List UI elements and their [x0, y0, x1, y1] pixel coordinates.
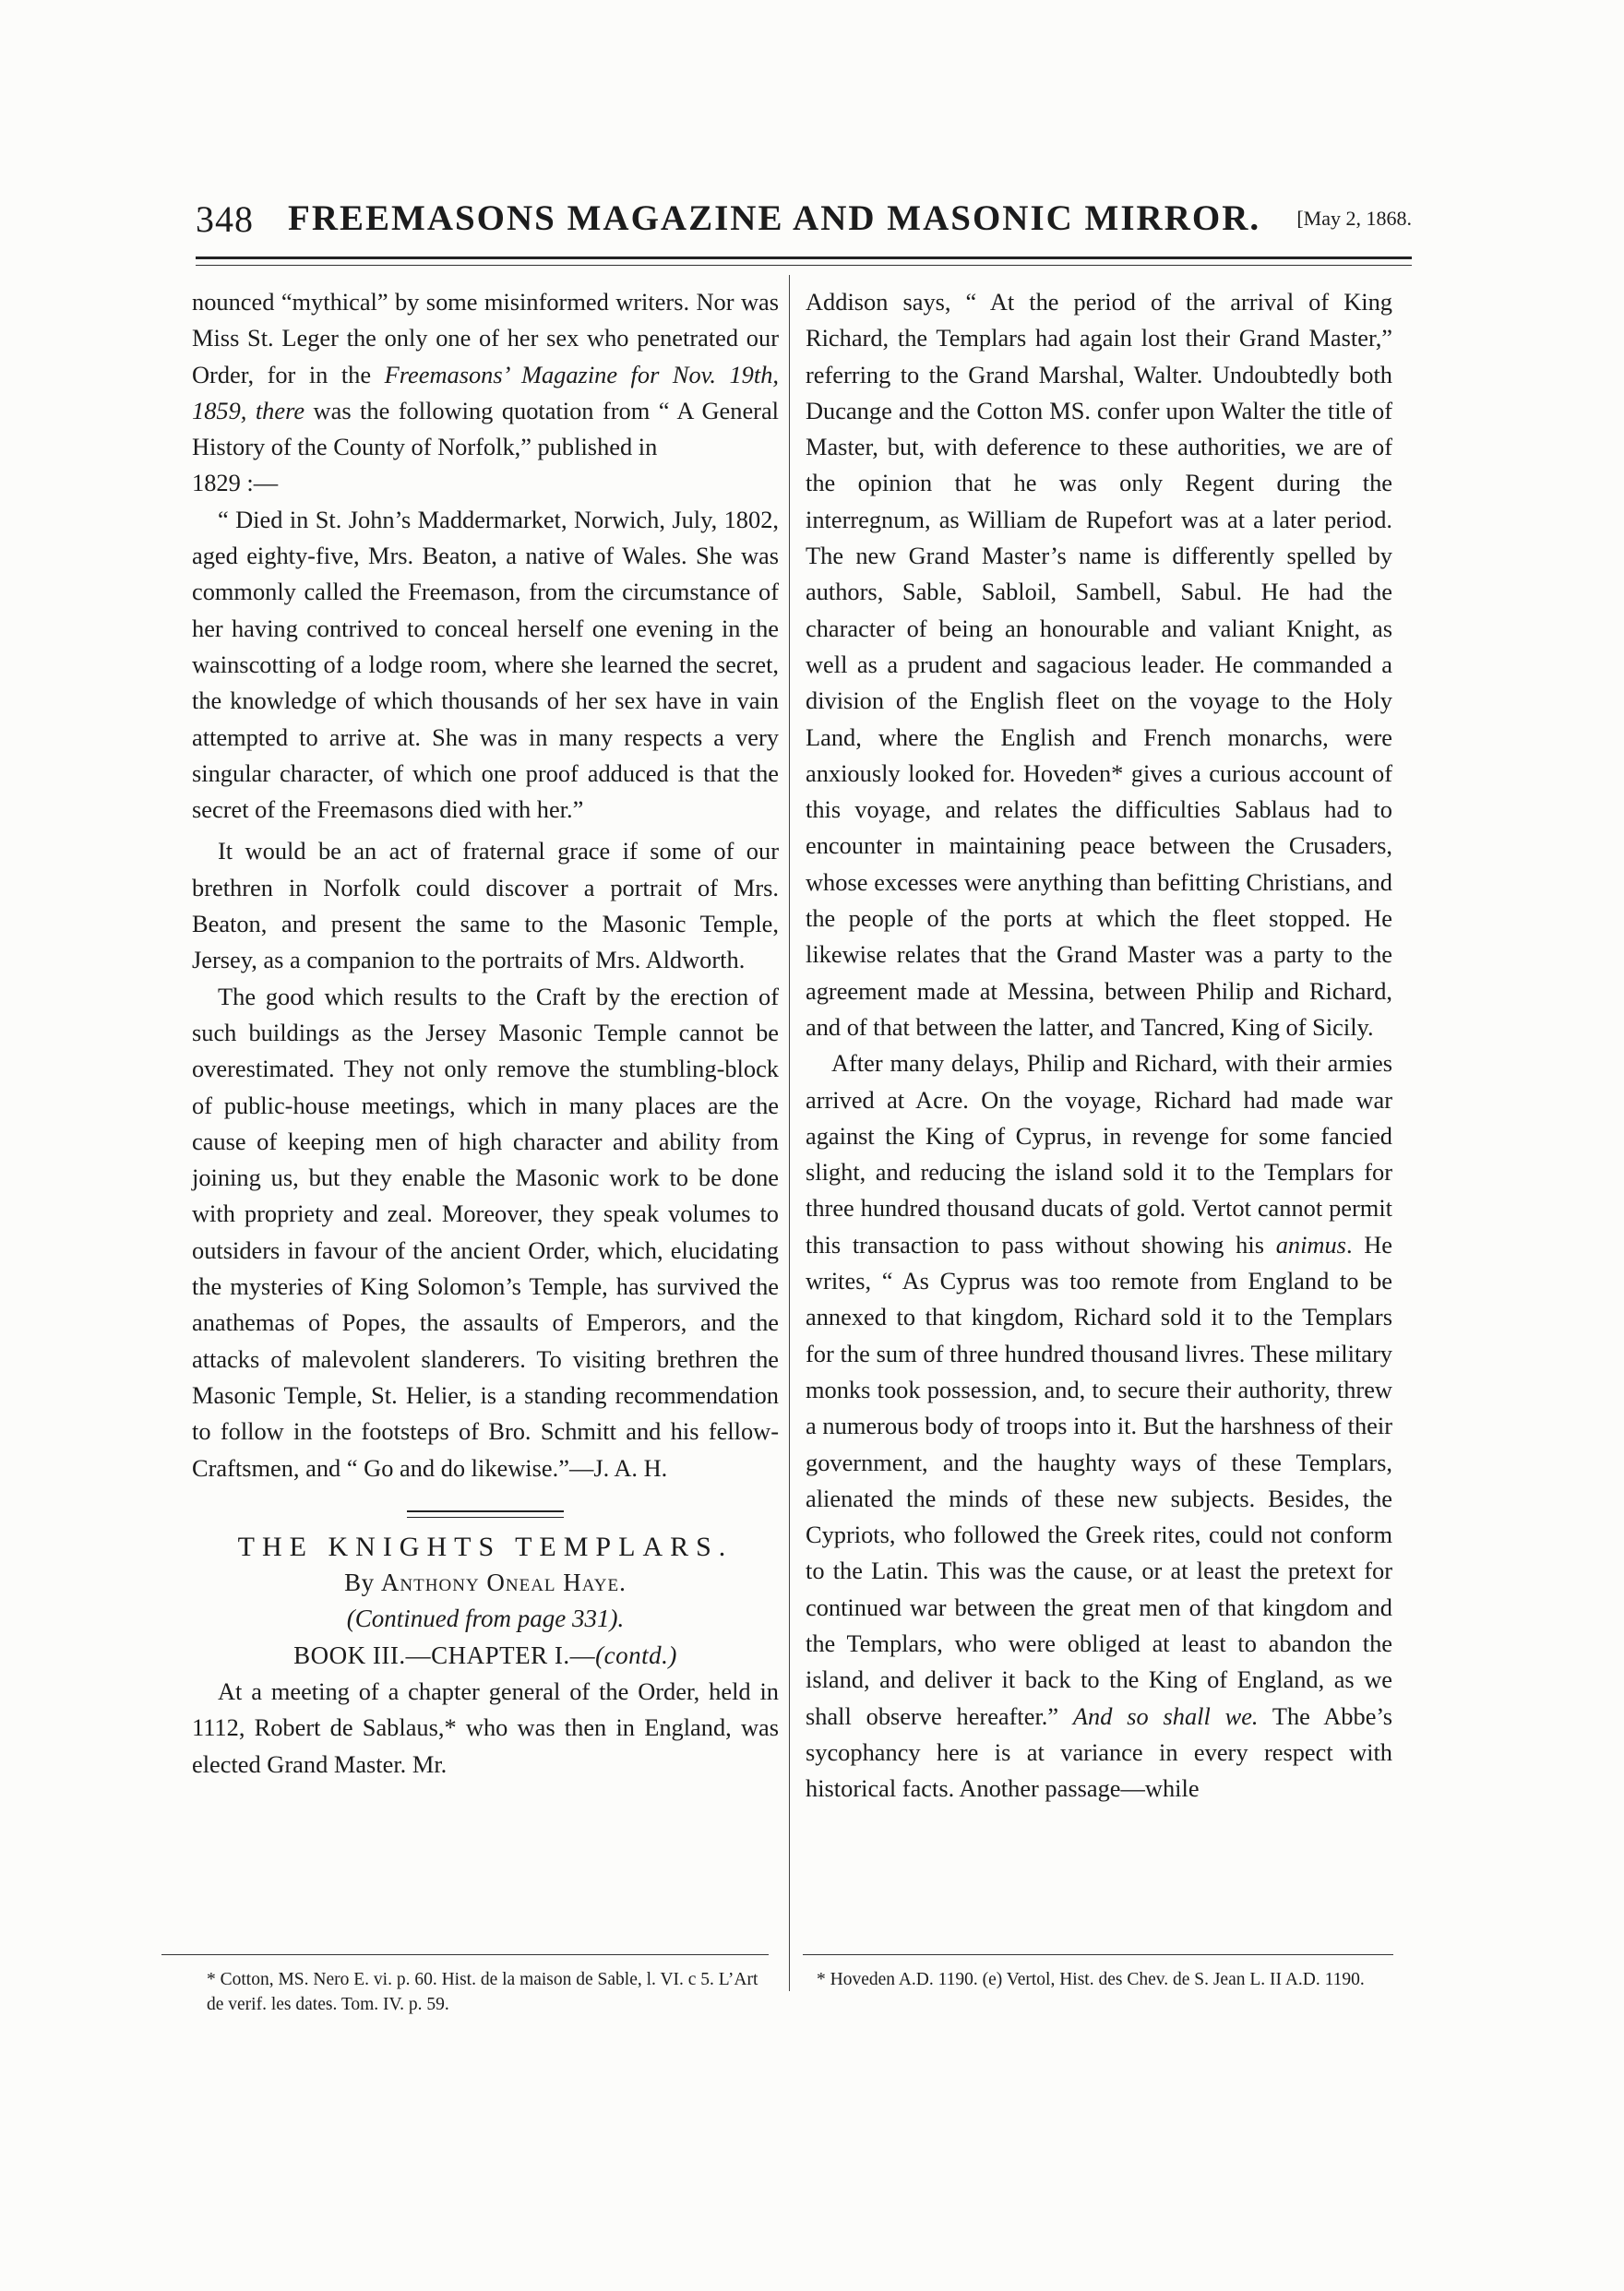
- opening-line: was the following quotation from “ A General: [313, 396, 779, 424]
- opening-line: her sex who penetrated our Order, for in the: [192, 324, 779, 388]
- continued-note: (Continued from page 331).: [346, 1605, 625, 1633]
- chapter-title: BOOK III.—CHAPTER I.—: [293, 1641, 596, 1669]
- section-title: THE KNIGHTS TEMPLARS.: [237, 1531, 734, 1562]
- byline-by: By: [344, 1569, 375, 1597]
- byline: [192, 1565, 779, 1601]
- paragraph-addison: Addison says, “ At the period of the arrival of King Richard, the Templars had again lost their Grand Master,” referring to the Grand Marshal, Walter. Undoubtedly both Ducange and the Cotton MS. confer upon Walter the title of Master, but, with deference to these authorities, we are of the opinion that he was only Regent during the interregnum, as William de Rupefort was at a later period. The new Grand Master’s name is differently spelled by authors, Sable, Sabloil, Sambell, Sabul. He had the character of being an honourable and valiant Knight, as well as a prudent and sagacious leader. He commanded a division of the English fleet on the voyage to the Holy Land, where the English and French monarchs, were anxiously looked for. Hoveden* gives a curious account of this voyage, and relates the difficulties Sablaus had to encounter in maintaining peace between the Crusaders, whose excesses were anything than befitting Christians, and the people of the ports at which the fleet stopped. He likewise relates that the Grand Master was a party to the agreement made at Messina, between Philip and Richard, and of that between the latter, and Tancred, King of Sicily.: [806, 288, 1392, 1041]
- opening-line: writers. Nor was Miss St. Leger the only one of: [192, 288, 779, 352]
- footnote-rule-left: [161, 1954, 769, 1955]
- page-header: [196, 192, 1412, 247]
- footnote-rule-right: [803, 1954, 1393, 1955]
- section-rule: [407, 1517, 564, 1518]
- byline-author: Anthony Oneal Haye.: [380, 1569, 627, 1597]
- opening-line: History of the County of Norfolk,” published in: [192, 433, 658, 461]
- opening-line: Freemasons’ Magazine for Nov. 19th, 1859, there: [192, 360, 779, 424]
- footnote-right: * Hoveden A.D. 1190. (e) Vertol, Hist. des Chev. de S. Jean L. II A.D. 1190.: [817, 1970, 1365, 1989]
- cyprus-text: After many delays, Philip and Richard, with their armies arrived at Acre. On the voyage, Richard had made war against the King of Cyprus, in revenge for some fancied slight, and reducing the island sold it to the Templars for three hundred thousand ducats of gold. Vertot cannot permit this transaction to pass without showing his: [806, 1049, 1392, 1259]
- opening-line: 1829 :—: [192, 469, 279, 497]
- left-column: [192, 284, 779, 1783]
- section-rule: [407, 1510, 564, 1512]
- paragraph-craft: The good which results to the Craft by the erection of such buildings as the Jersey Masonic Temple cannot be overestimated. They not only remove the stumbling-block of public-house meetings, which in many places are the cause of keeping men of high character and ability from joining us, but they enable the Masonic work to be done with propriety and zeal. Moreover, they speak volumes to outsiders in favour of the ancient Order, which, elucidating the mysteries of King Solomon’s Temple, has survived the anathemas of Popes, the assaults of Emperors, and the attacks of malevolent slanderers. To visiting brethren the Masonic Temple, St. Helier, is a standing recommendation to follow in the footsteps of Bro. Schmitt and his fellow-Craftsmen, and “ Go and do likewise.”—J. A. H.: [192, 982, 779, 1482]
- quoted-obituary: “ Died in St. John’s Maddermarket, Norwich, July, 1802, aged eighty-five, Mrs. Beaton, a native of Wales. She was commonly called the Freemason, from the circumstance of her having contrived to conceal herself one evening in the wainscotting of a lodge room, where she learned the secret, the knowledge of which thousands of her sex have in vain attempted to arrive at. She was in many respects a very singular character, of which one proof adduced is that the secret of the Freemasons died with her.”: [192, 505, 779, 824]
- and-so-shall-we: And so shall we.: [1072, 1701, 1259, 1730]
- chapter-contd: (contd.): [595, 1641, 677, 1669]
- column-divider: [789, 275, 790, 1991]
- left-opening-paragraph: [192, 284, 779, 502]
- cyprus-text: The Abbe’s sycophancy here is at variance in every respect with historical facts. Another passage—while: [806, 1701, 1393, 1803]
- header-rule-thick: [196, 257, 1412, 259]
- right-column: [806, 284, 1392, 1807]
- chapter-heading: [192, 1638, 779, 1674]
- footnote-left: * Cotton, MS. Nero E. vi. p. 60. Hist. de la maison de Sable, l. VI. c 5. L’Art de verif. les dates. Tom. IV. p. 59.: [207, 1970, 758, 2014]
- page-number: 348: [196, 198, 254, 240]
- header-rule-thin: [196, 265, 1412, 266]
- magazine-title: FREEMASONS MAGAZINE AND MASONIC MIRROR.: [288, 198, 1261, 238]
- issue-date: [May 2, 1868.: [1296, 207, 1412, 230]
- cyprus-text: . He writes, “ As Cyprus was too remote from England to be annexed to that kingdom, Richard sold it to the Templars for the sum of three hundred thousand livres. These military monks took possession, and, to secure their authority, threw a numerous body of troops into it. But the harshness of their government, and the haughty ways of these Templars, alienated the minds of these new subjects. Besides, the Cypriots, who followed the Greek rites, could not conform to the Latin. This was the cause, or at least the pretext for continued war between the great men of that kingdom and the Templars, who were obliged at least to abandon the island, and deliver it back to the King of England, as we shall observe hereafter.”: [806, 1230, 1393, 1730]
- opening-line: nounced “mythical” by some misinformed: [192, 288, 609, 316]
- animus-word: animus: [1275, 1230, 1346, 1259]
- paragraph-cyprus: [806, 1045, 1392, 1807]
- paragraph-meeting: At a meeting of a chapter general of the Order, held in 1112, Robert de Sablaus,* who was then in England, was elected Grand Master. Mr.: [192, 1676, 779, 1778]
- paragraph-portrait: It would be an act of fraternal grace if some of our brethren in Norfolk could discover a portrait of Mrs. Beaton, and present the same to the Masonic Temple, Jersey, as a companion to the portraits of Mrs. Aldworth.: [192, 837, 779, 974]
